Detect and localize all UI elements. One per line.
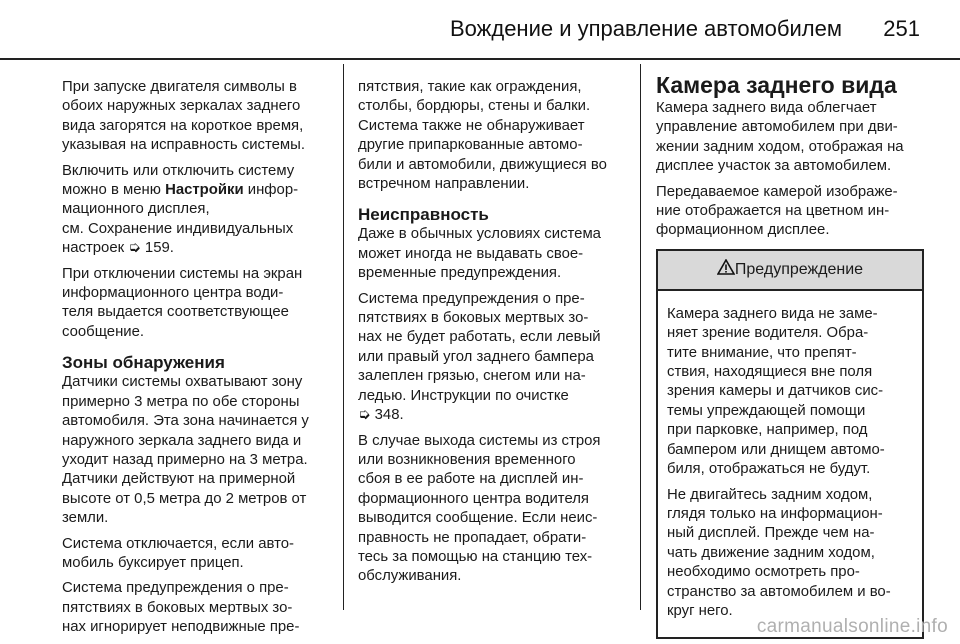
paragraph xyxy=(62,579,332,637)
text-line: При запуске двигателя символы в xyxy=(62,79,297,95)
text-line: Система предупреждения о пре- xyxy=(358,290,585,307)
text-line xyxy=(62,239,332,258)
text-line: формационного центра водителя xyxy=(358,490,589,507)
paragraph xyxy=(656,99,924,177)
text-line: темы упреждающей помощи xyxy=(667,402,866,419)
paragraph xyxy=(358,432,628,587)
text-line: бампером или днищем автомо- xyxy=(667,441,885,458)
text-line: нах игнорирует неподвижные пре- xyxy=(62,619,300,636)
text-line: информационного центра води- xyxy=(62,285,284,302)
text-line xyxy=(62,181,332,200)
page-ref-arrow-icon: ➭ xyxy=(358,407,371,424)
page-number: 251 xyxy=(883,16,920,41)
text-line: см. Сохранение индивидуальных xyxy=(62,220,294,237)
paragraph xyxy=(62,265,332,343)
text-line: ствия, находящиеся вне поля xyxy=(667,364,873,381)
text-line: обслуживания. xyxy=(358,568,462,585)
text-line xyxy=(358,406,628,425)
text-line: Система предупреждения о пре- xyxy=(62,580,289,597)
text-line: били и автомобили, движущиеся во xyxy=(358,156,607,173)
text-line: жении задним ходом, отображая на xyxy=(656,138,904,155)
page-ref-arrow-icon: ➭ xyxy=(128,240,141,257)
column-3 xyxy=(656,72,924,639)
text-line: столбы, бордюры, стены и балки. xyxy=(358,98,591,115)
paragraph xyxy=(667,305,914,480)
text-line: тесь за помощью на станцию тех- xyxy=(358,548,593,565)
column-divider-2 xyxy=(640,64,641,610)
text-line: временные предупреждения. xyxy=(358,265,562,282)
menu-name-settings: Настройки xyxy=(165,182,244,199)
text-line: Передаваемое камерой изображе- xyxy=(656,183,898,200)
text-line: необходимо осмотреть про- xyxy=(667,564,860,581)
text-line: нах не будет работать, если левый xyxy=(358,329,601,346)
paragraph xyxy=(358,225,628,283)
header-rule xyxy=(0,58,960,60)
section-heading-camera: Камера заднего вида xyxy=(656,72,897,98)
text-line: встречном направлении. xyxy=(358,176,530,193)
text-line: Датчики действуют на примерной xyxy=(62,471,296,488)
text-line: вида загорятся на короткое время, xyxy=(62,117,304,134)
text-line: Не двигайтесь задним ходом, xyxy=(667,486,873,503)
text-fragment: можно в меню xyxy=(62,182,166,199)
text-line: или возникновения временного xyxy=(358,451,576,468)
page-header xyxy=(0,0,960,58)
text-line: уходит назад примерно на 3 метра. xyxy=(62,451,308,468)
text-line: пятствиях в боковых мертвых зо- xyxy=(358,310,589,327)
text-line: зрения камеры и датчиков сис- xyxy=(667,383,884,400)
page-title: Вождение и управление автомобилем xyxy=(449,16,842,41)
text-line: Система отключается, если авто- xyxy=(62,535,294,552)
text-line: В случае выхода системы из строя xyxy=(358,432,601,449)
column-1 xyxy=(62,78,332,644)
text-line: мобиль буксирует прицеп. xyxy=(62,554,244,571)
text-line: чать движение задним ходом, xyxy=(667,544,875,561)
text-line: тите внимание, что препят- xyxy=(667,344,857,361)
text-line: няет зрение водителя. Обра- xyxy=(667,325,869,342)
text-fragment: настроек xyxy=(62,240,129,257)
text-line: Камера заднего вида облегчает xyxy=(656,100,877,116)
paragraph xyxy=(667,486,914,622)
paragraph xyxy=(656,183,924,241)
text-fragment: инфор- xyxy=(243,182,299,199)
page-ref: 348. xyxy=(374,407,404,424)
text-line: примерно 3 метра по обе стороны xyxy=(62,393,300,410)
warning-header xyxy=(658,251,922,291)
text-line: сбоя в ее работе на дисплей ин- xyxy=(358,471,584,488)
column-2 xyxy=(358,78,628,593)
text-line: Датчики системы охватывают зону xyxy=(62,374,303,391)
text-line: земли. xyxy=(62,510,109,527)
paragraph xyxy=(62,162,332,259)
section-heading-fault: Неисправность xyxy=(358,205,489,225)
warning-box xyxy=(656,249,924,640)
text-line: Включить или отключить систему xyxy=(62,162,295,179)
text-line: наружного зеркала заднего вида и xyxy=(62,432,302,449)
text-line: Система также не обнаруживает xyxy=(358,117,585,134)
text-line: при парковке, например, под xyxy=(667,422,868,439)
text-line: правность не пропадает, обрати- xyxy=(358,529,587,546)
section-heading-zones: Зоны обнаружения xyxy=(62,353,225,373)
text-line: Камера заднего вида не заме- xyxy=(667,305,878,322)
text-line: странство за автомобилем и во- xyxy=(667,583,891,600)
text-line: ние отображается на цветном ин- xyxy=(656,203,890,220)
text-line: выводится сообщение. Если неис- xyxy=(358,510,598,527)
text-line: указывая на исправность системы. xyxy=(62,137,305,154)
text-line: пятствиях в боковых мертвых зо- xyxy=(62,599,293,616)
text-line: биля, отображаться не будут. xyxy=(667,461,871,478)
text-line: мационного дисплея, xyxy=(62,201,210,218)
text-line: глядя только на информацион- xyxy=(667,505,883,522)
paragraph xyxy=(62,373,332,528)
text-line: автомобиля. Эта зона начинается у xyxy=(62,413,309,430)
column-divider-1 xyxy=(343,64,344,610)
text-line: При отключении системы на экран xyxy=(62,265,303,282)
text-line: Даже в обычных условиях система xyxy=(358,226,601,243)
paragraph xyxy=(62,78,332,156)
text-line: теля выдается соответствующее xyxy=(62,304,289,321)
text-line: может иногда не выдавать свое- xyxy=(358,245,584,262)
paragraph xyxy=(358,78,628,194)
text-line: круг него. xyxy=(667,602,733,619)
text-line: ледью. Инструкции по очистке xyxy=(358,387,569,404)
text-line: управление автомобилем при дви- xyxy=(656,119,898,136)
text-line: или правый угол заднего бампера xyxy=(358,348,594,365)
text-line: сообщение. xyxy=(62,323,145,340)
warning-title: Предупреждение xyxy=(734,261,864,279)
paragraph xyxy=(62,535,332,574)
text-line: дисплее участок за автомобилем. xyxy=(656,158,892,175)
text-line: формационном дисплее. xyxy=(656,222,830,239)
warning-body xyxy=(658,291,922,638)
watermark: carmanualsonline.info xyxy=(756,616,948,637)
text-line: залеплен грязью, снегом или на- xyxy=(358,368,586,385)
text-line: ный дисплей. Прежде чем на- xyxy=(667,525,875,542)
text-line: пятствия, такие как ограждения, xyxy=(358,79,582,95)
warning-triangle-icon xyxy=(717,259,735,280)
text-line: другие припаркованные автомо- xyxy=(358,137,583,154)
page-ref: 159. xyxy=(144,240,174,257)
text-line: высоте от 0,5 метра до 2 метров от xyxy=(62,490,307,507)
paragraph xyxy=(358,290,628,426)
text-line: обоих наружных зеркалах заднего xyxy=(62,98,301,115)
